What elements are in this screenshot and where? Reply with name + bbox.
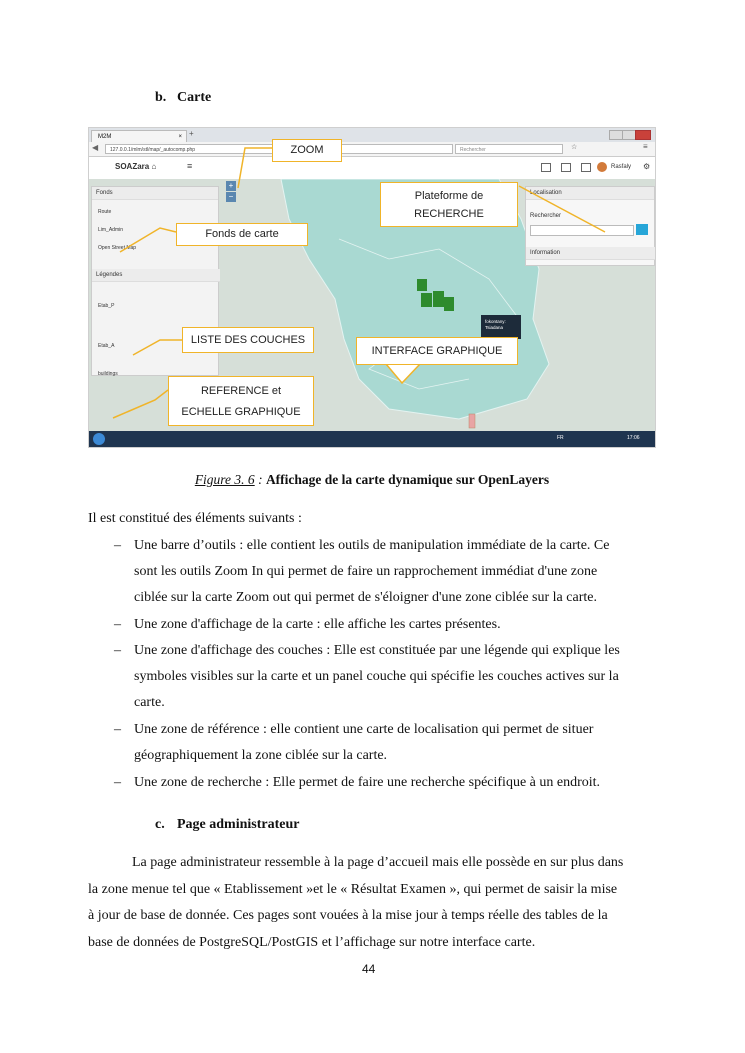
settings-gear-icon[interactable]: ⚙ xyxy=(643,162,651,171)
section-c-number: c. xyxy=(155,817,165,832)
para-line-4: base de données de PostgreSQL/PostGIS et l’affichage sur notre interface carte. xyxy=(88,934,536,950)
admin-paragraph xyxy=(88,850,656,956)
taskbar-clock: 17:06 xyxy=(627,435,640,441)
bullet-dash: – xyxy=(114,538,121,553)
fonds-title-label: Fonds xyxy=(96,190,113,196)
new-tab-icon[interactable]: + xyxy=(189,129,194,138)
caption-separator: : xyxy=(254,472,266,487)
user-name[interactable]: Rasfaly xyxy=(611,164,632,170)
bullet-dash: – xyxy=(114,643,121,658)
fonds-item-route[interactable]: Route xyxy=(98,209,112,215)
reference-callout-line1: REFERENCE et xyxy=(200,385,282,397)
plateforme-callout xyxy=(380,182,518,227)
interface-pointer xyxy=(386,364,420,383)
para-line-3: à jour de base de donnée. Ces pages sont vouées à la mise jour à temps réelle des tables de la xyxy=(88,908,608,923)
couches-callout: LISTE DES COUCHES xyxy=(182,327,314,353)
fonds-leader xyxy=(120,228,176,252)
legend-item-buildings[interactable]: buildings xyxy=(98,371,118,377)
browser-search-input[interactable]: Rechercher xyxy=(455,144,563,154)
plateforme-callout-line1: Plateforme de xyxy=(414,190,484,202)
plateforme-callout-line2: RECHERCHE xyxy=(414,208,484,220)
bullet-1-line-3: ciblée sur la carte Zoom out qui permet de s'éloigner d'une zone ciblée sur la carte. xyxy=(134,590,597,605)
fonds-item-osm[interactable]: Open Street Map xyxy=(98,245,137,251)
figure-caption xyxy=(88,472,656,488)
bullet-3-line-2: symboles visibles sur la carte et un panel couche qui spécifie les couches actives sur la xyxy=(134,669,619,684)
bullet-3-line-1: Une zone d'affichage des couches : Elle est constituée par une légende qui explique les xyxy=(134,643,620,658)
legend-item-etab-p[interactable]: Etab_P xyxy=(98,303,115,309)
menu-icon[interactable]: ≡ xyxy=(643,142,648,151)
plateforme-leader xyxy=(519,186,605,232)
bullet-4-line-1: Une zone de référence : elle contient une carte de localisation qui permet de situer xyxy=(134,722,594,737)
para-line-2: la zone menue tel que « Etablissement »et le « Résultat Examen », qui permet de saisir la mise xyxy=(88,881,618,897)
section-c-heading xyxy=(155,817,299,833)
browser-tab-title: M2M xyxy=(98,134,112,140)
section-b-title: Carte xyxy=(177,90,212,105)
fonds-item-lim-admin[interactable]: Lim_Admin xyxy=(98,227,124,233)
information-title-label: Information xyxy=(530,250,561,256)
legend-item-etab-a[interactable]: Etab_A xyxy=(98,343,115,349)
search-label: Rechercher xyxy=(530,213,562,219)
figure-title: Affichage de la carte dynamique sur OpenLayers xyxy=(265,472,550,487)
bullet-2-line-1: Une zone d'affichage de la carte : elle affiche les cartes présentes. xyxy=(134,617,501,632)
bookmark-star-icon[interactable]: ☆ xyxy=(571,144,578,151)
taskbar-language: FR xyxy=(557,435,564,441)
zoom-in-button[interactable]: + xyxy=(226,181,236,191)
reference-leader xyxy=(113,390,168,418)
section-c-title: Page administrateur xyxy=(177,817,300,832)
reference-callout-line2: ECHELLE GRAPHIQUE xyxy=(181,406,301,418)
zoom-leader xyxy=(238,148,272,188)
callout-leader-lines xyxy=(0,0,745,460)
bullet-4-line-2: géographiquement la zone ciblée sur la carte. xyxy=(134,748,388,763)
figure-number: Figure 3. 6 xyxy=(194,472,255,487)
localisation-title-label: Localisation xyxy=(530,190,562,196)
map-popup-text: fokontany: Tsiadana xyxy=(485,319,506,330)
bullet-1-line-2: sont les outils Zoom In qui permet de faire un rapprochement immédiat d'une zone xyxy=(134,564,598,579)
back-icon[interactable]: ◀ xyxy=(92,143,99,152)
brand-label: SOAZara xyxy=(115,162,150,171)
hamburger-icon[interactable]: ≡ xyxy=(187,161,193,171)
bullet-dash: – xyxy=(114,775,121,790)
fonds-callout: Fonds de carte xyxy=(176,223,308,246)
zoom-callout: ZOOM xyxy=(272,139,342,162)
bullet-3-line-3: carte. xyxy=(134,695,165,710)
zoom-out-button[interactable]: − xyxy=(226,192,236,202)
url-input[interactable]: 127.0.0.1/mlm/stl/map/_autocomp.php xyxy=(105,144,453,154)
home-icon: ⌂ xyxy=(151,162,157,171)
legendes-title-label: Légendes xyxy=(96,272,123,278)
bullet-5-line-1: Une zone de recherche : Elle permet de faire une recherche spécifique à un endroit. xyxy=(134,775,601,790)
intro-text: Il est constitué des éléments suivants : xyxy=(88,511,302,526)
section-b-number: b. xyxy=(155,90,167,105)
page-number: 44 xyxy=(362,962,376,976)
bullet-1-line-1: Une barre d’outils : elle contient les outils de manipulation immédiate de la carte. Ce xyxy=(134,538,610,553)
couches-leader xyxy=(133,340,182,355)
bullet-dash: – xyxy=(114,617,121,632)
interface-callout: INTERFACE GRAPHIQUE xyxy=(356,337,518,365)
reference-callout xyxy=(168,376,314,426)
bullet-dash: – xyxy=(114,722,121,737)
para-line-1: La page administrateur ressemble à la page d’accueil mais elle possède en sur plus dans xyxy=(132,855,624,870)
close-tab-icon[interactable]: × xyxy=(178,134,182,140)
